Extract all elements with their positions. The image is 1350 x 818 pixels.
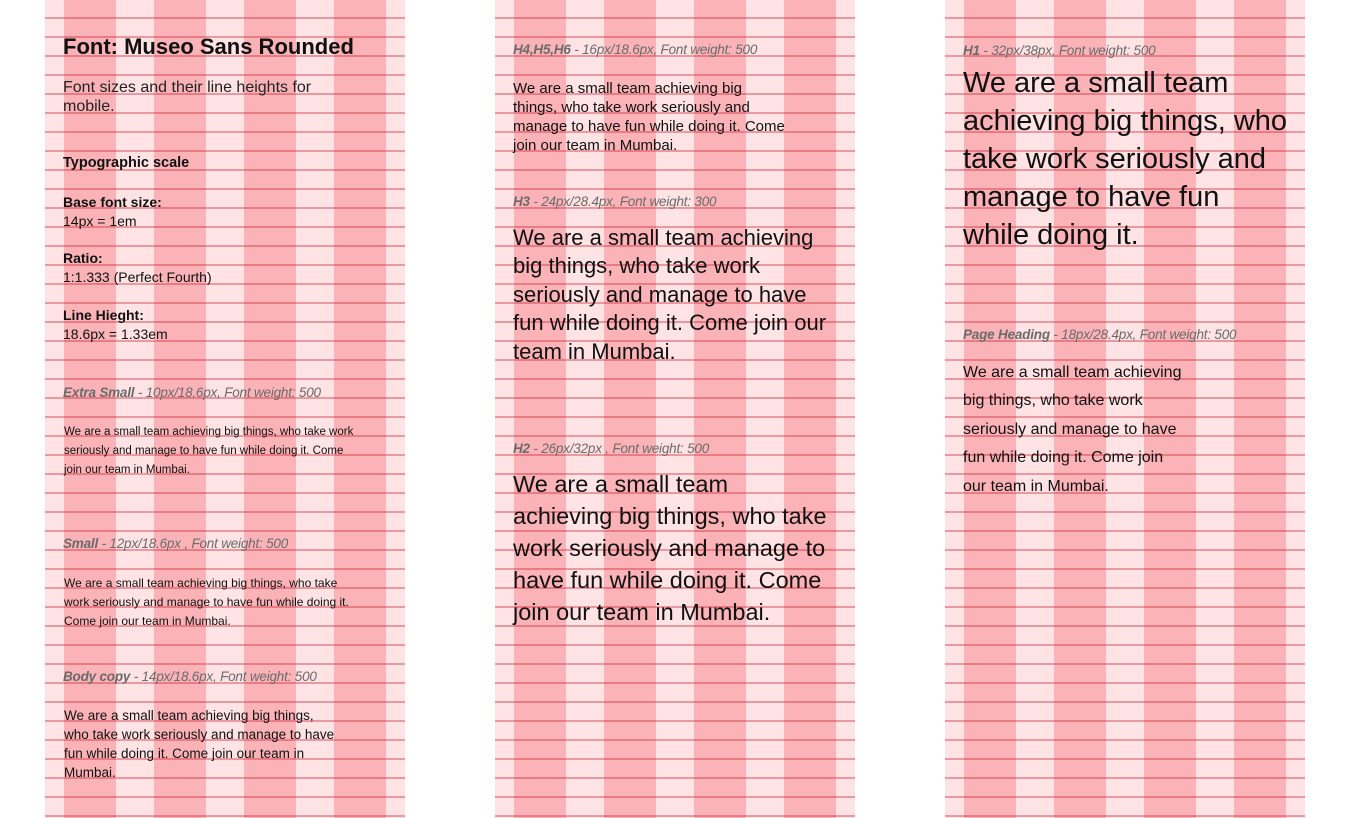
h3-name: H3 (513, 194, 530, 209)
body-copy-name: Body copy (63, 669, 131, 684)
extra-small-name: Extra Small (63, 385, 135, 400)
h1-spec-detail: - 32px/38px, Font weight: 500 (979, 43, 1156, 58)
page-heading-name: Page Heading (963, 327, 1050, 342)
h2-spec-detail: - 26px/32px , Font weight: 500 (529, 441, 710, 456)
extra-small-spec-detail: - 10px/18.6px, Font weight: 500 (134, 385, 321, 400)
typography-panel-base (45, 0, 405, 818)
extra-small-sample: We are a small team achieving big things, who take work seriously and manage to have fun while doing it. Come join our team in Mumbai. (64, 426, 354, 476)
h4-sample: We are a small team achieving big things, who take work seriously and manage to have fun while doing it. Come join our team in Mumbai. (513, 80, 785, 154)
line-height-label: Line Hieght: (63, 307, 144, 323)
small-spec-detail: - 12px/18.6px , Font weight: 500 (98, 536, 289, 551)
base-font-label: Base font size: (63, 194, 162, 210)
h1-spec (963, 41, 1155, 60)
typography-panel-h1 (945, 0, 1305, 818)
extra-small-spec (63, 383, 321, 402)
line-height-value: 18.6px = 1.33em (63, 326, 168, 342)
page-heading-sample: We are a small team achieving big things, who take work seriously and manage to have fun while doing it. Come join our team in Mumbai. (963, 364, 1182, 495)
small-spec (63, 534, 288, 553)
ratio-label: Ratio: (63, 250, 103, 266)
h4-name: H4,H5,H6 (513, 42, 571, 57)
font-title: Font: Museo Sans Rounded (63, 34, 354, 59)
page-heading-spec (963, 325, 1236, 344)
body-copy-sample: We are a small team achieving big things, who take work seriously and manage to have fun while doing it. Come join our team in Mumbai. (64, 708, 335, 780)
h3-sample: We are a small team achieving big things, who take work seriously and manage to have fun while doing it. Come join our team in Mumbai. (513, 225, 827, 364)
h1-name: H1 (963, 43, 980, 58)
h3-spec (513, 192, 716, 211)
ratio-value: 1:1.333 (Perfect Fourth) (63, 269, 212, 285)
body-copy-spec-detail: - 14px/18.6px, Font weight: 500 (130, 669, 317, 684)
intro-text: Font sizes and their line heights for mobile. (63, 79, 312, 115)
h3-spec-detail: - 24px/28.4px, Font weight: 300 (529, 194, 717, 209)
h4-spec-detail: - 16px/18.6px, Font weight: 500 (570, 42, 758, 57)
base-font-value: 14px = 1em (63, 213, 137, 229)
typography-panel-headings (495, 0, 855, 818)
body-copy-spec (63, 667, 317, 686)
small-sample: We are a small team achieving big things, who take work seriously and manage to have fun while doing it. Come join our team in Mumbai. (64, 576, 349, 628)
h1-sample: We are a small team achieving big things, who take work seriously and manage to have fun while doing it. (963, 67, 1288, 251)
h4-spec (513, 40, 757, 59)
scale-heading: Typographic scale (63, 155, 190, 171)
h2-sample: We are a small team achieving big things, who take work seriously and manage to have fun while doing it. Come join our team in Mumbai. (513, 471, 827, 625)
h2-name: H2 (513, 441, 530, 456)
h2-spec (513, 439, 709, 458)
page-heading-spec-detail: - 18px/28.4px, Font weight: 500 (1049, 327, 1237, 342)
small-name: Small (63, 536, 99, 551)
